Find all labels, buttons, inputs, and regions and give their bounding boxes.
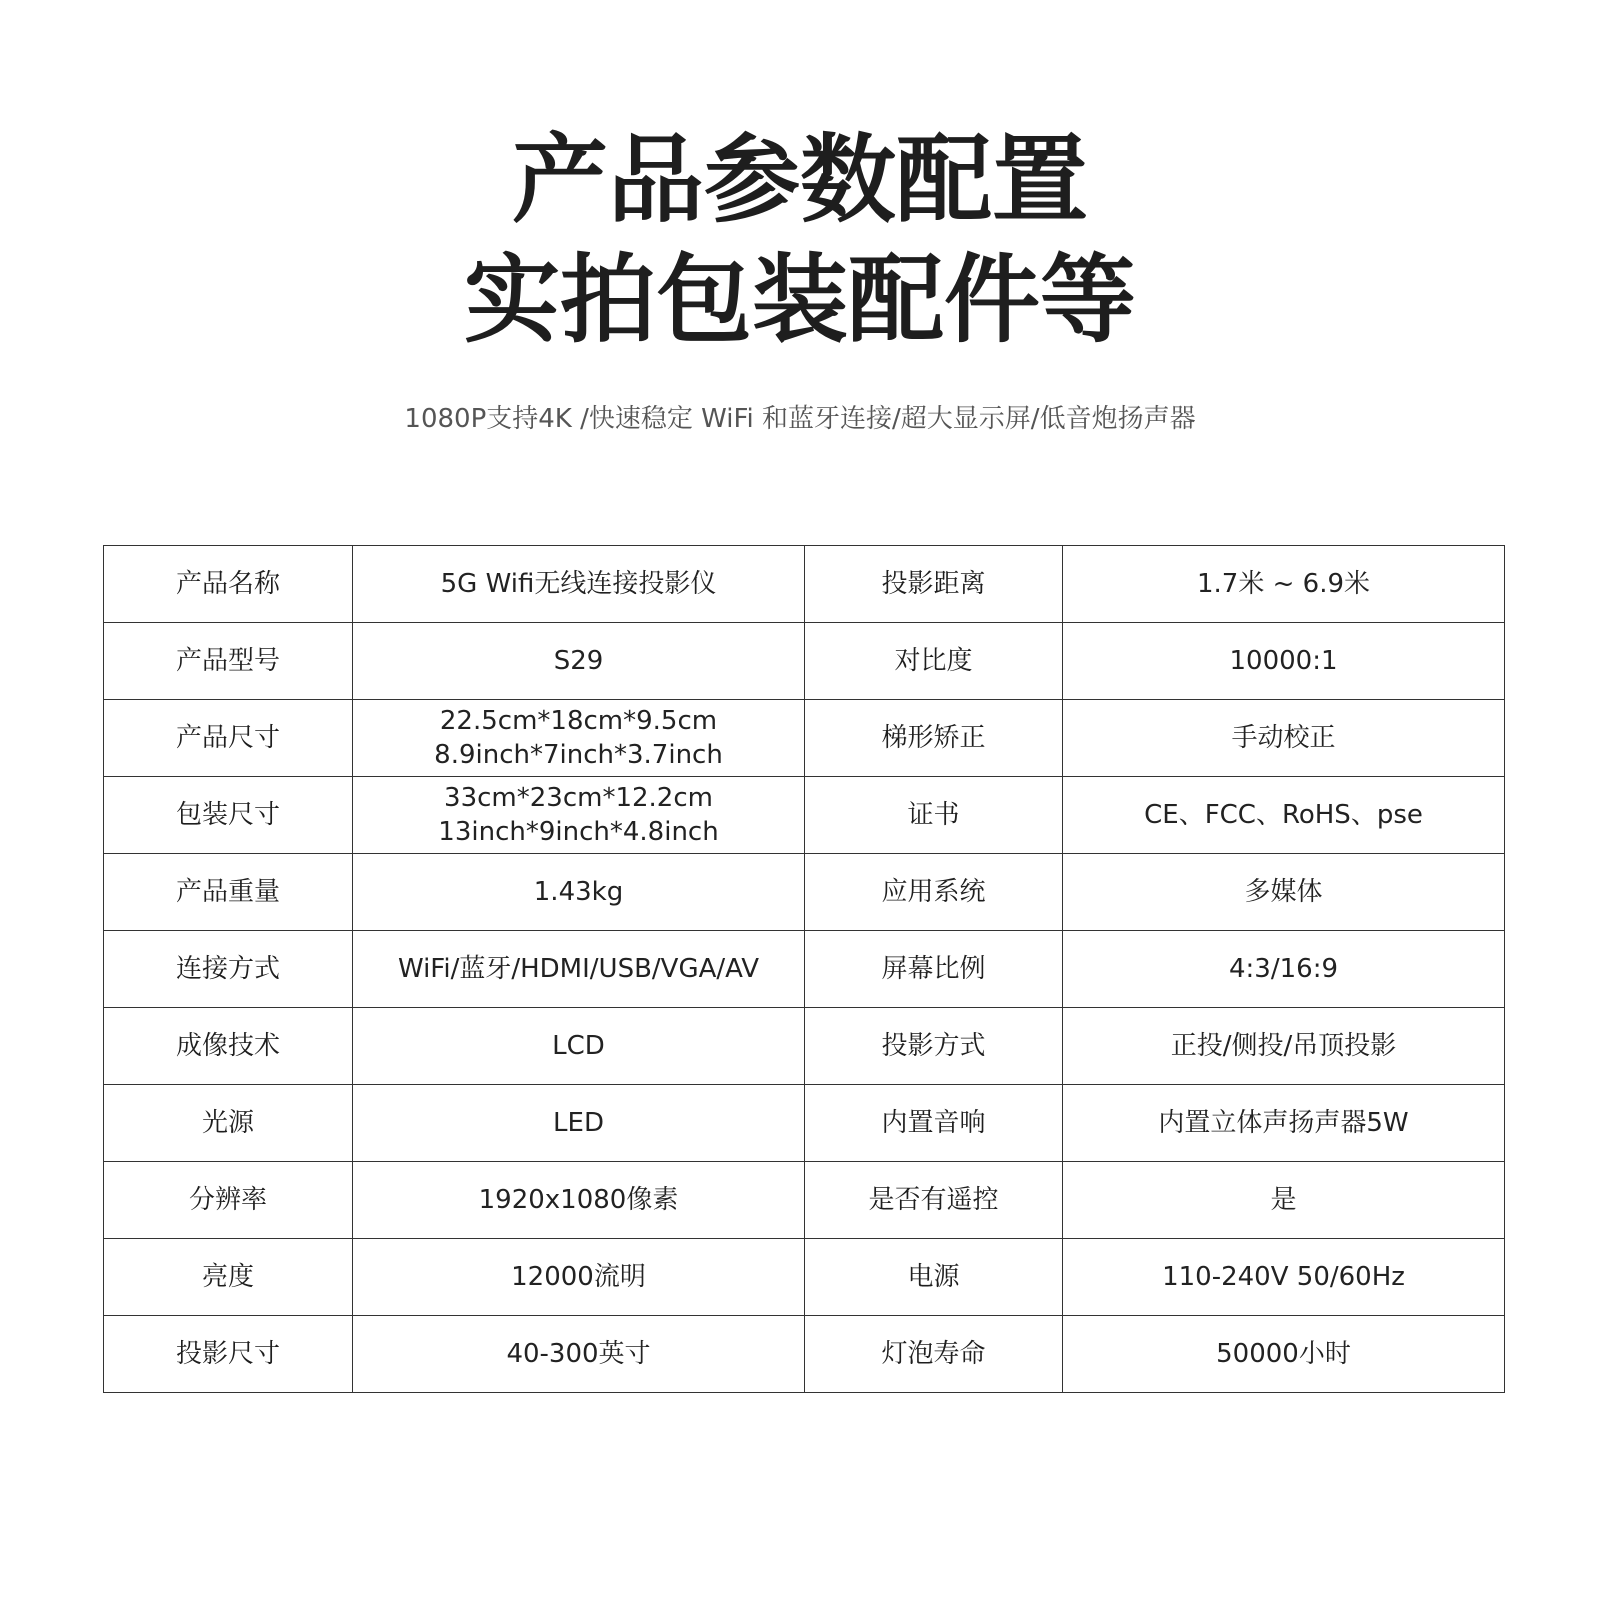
spec-value: 是 [1063, 1162, 1505, 1239]
spec-value-line: S29 [553, 646, 604, 676]
spec-value-line: 5G Wifi无线连接投影仪 [440, 569, 717, 599]
spec-label: 产品型号 [104, 623, 353, 700]
spec-value [353, 777, 805, 854]
spec-label: 成像技术 [104, 1008, 353, 1085]
spec-value [353, 931, 805, 1008]
spec-value: CE、FCC、RoHS、pse [1063, 777, 1505, 854]
spec-value [353, 854, 805, 931]
page-title-line1: 产品参数配置 [512, 124, 1088, 236]
spec-label: 光源 [104, 1085, 353, 1162]
spec-label: 证书 [805, 777, 1063, 854]
spec-value: 正投/侧投/吊顶投影 [1063, 1008, 1505, 1085]
table-row [104, 623, 1505, 700]
spec-value [353, 546, 805, 623]
spec-label: 内置音响 [805, 1085, 1063, 1162]
spec-value-line: 8.9inch*7inch*3.7inch [434, 740, 723, 770]
spec-label: 应用系统 [805, 854, 1063, 931]
table-row [104, 1008, 1505, 1085]
spec-label: 产品重量 [104, 854, 353, 931]
table-row [104, 931, 1505, 1008]
spec-value: 10000:1 [1063, 623, 1505, 700]
spec-value [353, 700, 805, 777]
spec-label: 连接方式 [104, 931, 353, 1008]
spec-value: 50000小时 [1063, 1316, 1505, 1393]
spec-label: 灯泡寿命 [805, 1316, 1063, 1393]
spec-value-line: LCD [552, 1031, 605, 1061]
spec-value: 多媒体 [1063, 854, 1505, 931]
spec-label: 电源 [805, 1239, 1063, 1316]
table-row [104, 777, 1505, 854]
table-row [104, 1085, 1505, 1162]
spec-value [353, 623, 805, 700]
spec-value: 110-240V 50/60Hz [1063, 1239, 1505, 1316]
spec-label: 投影距离 [805, 546, 1063, 623]
table-row [104, 546, 1505, 623]
spec-value: 内置立体声扬声器5W [1063, 1085, 1505, 1162]
spec-value: 1.7米 ~ 6.9米 [1063, 546, 1505, 623]
page-title-line2: 实拍包装配件等 [464, 244, 1136, 356]
spec-value-line: 1920x1080像素 [478, 1185, 679, 1215]
spec-label: 投影方式 [805, 1008, 1063, 1085]
spec-label: 投影尺寸 [104, 1316, 353, 1393]
spec-label: 亮度 [104, 1239, 353, 1316]
table-row [104, 1239, 1505, 1316]
spec-value [353, 1316, 805, 1393]
spec-value-line: 1.43kg [533, 877, 624, 907]
spec-label: 分辨率 [104, 1162, 353, 1239]
table-row [104, 1162, 1505, 1239]
spec-label: 产品尺寸 [104, 700, 353, 777]
spec-value: 4:3/16:9 [1063, 931, 1505, 1008]
spec-label: 包装尺寸 [104, 777, 353, 854]
table-row [104, 700, 1505, 777]
table-row [104, 1316, 1505, 1393]
spec-label: 屏幕比例 [805, 931, 1063, 1008]
spec-value: 手动校正 [1063, 700, 1505, 777]
spec-value [353, 1085, 805, 1162]
spec-table-body [104, 546, 1505, 1393]
spec-value-line: 12000流明 [511, 1262, 646, 1292]
feature-subtitle: 1080P支持4K /快速稳定 WiFi 和蓝牙连接/超大显示屏/低音炮扬声器 [404, 404, 1196, 434]
spec-label: 是否有遥控 [805, 1162, 1063, 1239]
spec-value-line: 13inch*9inch*4.8inch [438, 817, 719, 847]
spec-value-line: WiFi/蓝牙/HDMI/USB/VGA/AV [397, 954, 760, 984]
spec-value [353, 1239, 805, 1316]
spec-table [103, 545, 1505, 1393]
spec-value-line: 40-300英寸 [506, 1339, 651, 1369]
spec-label: 对比度 [805, 623, 1063, 700]
spec-value-line: LED [553, 1108, 604, 1138]
table-row [104, 854, 1505, 931]
spec-label: 梯形矫正 [805, 700, 1063, 777]
spec-label: 产品名称 [104, 546, 353, 623]
spec-value-line: 22.5cm*18cm*9.5cm [439, 706, 718, 736]
spec-value [353, 1162, 805, 1239]
spec-value [353, 1008, 805, 1085]
spec-value-line: 33cm*23cm*12.2cm [444, 783, 713, 813]
